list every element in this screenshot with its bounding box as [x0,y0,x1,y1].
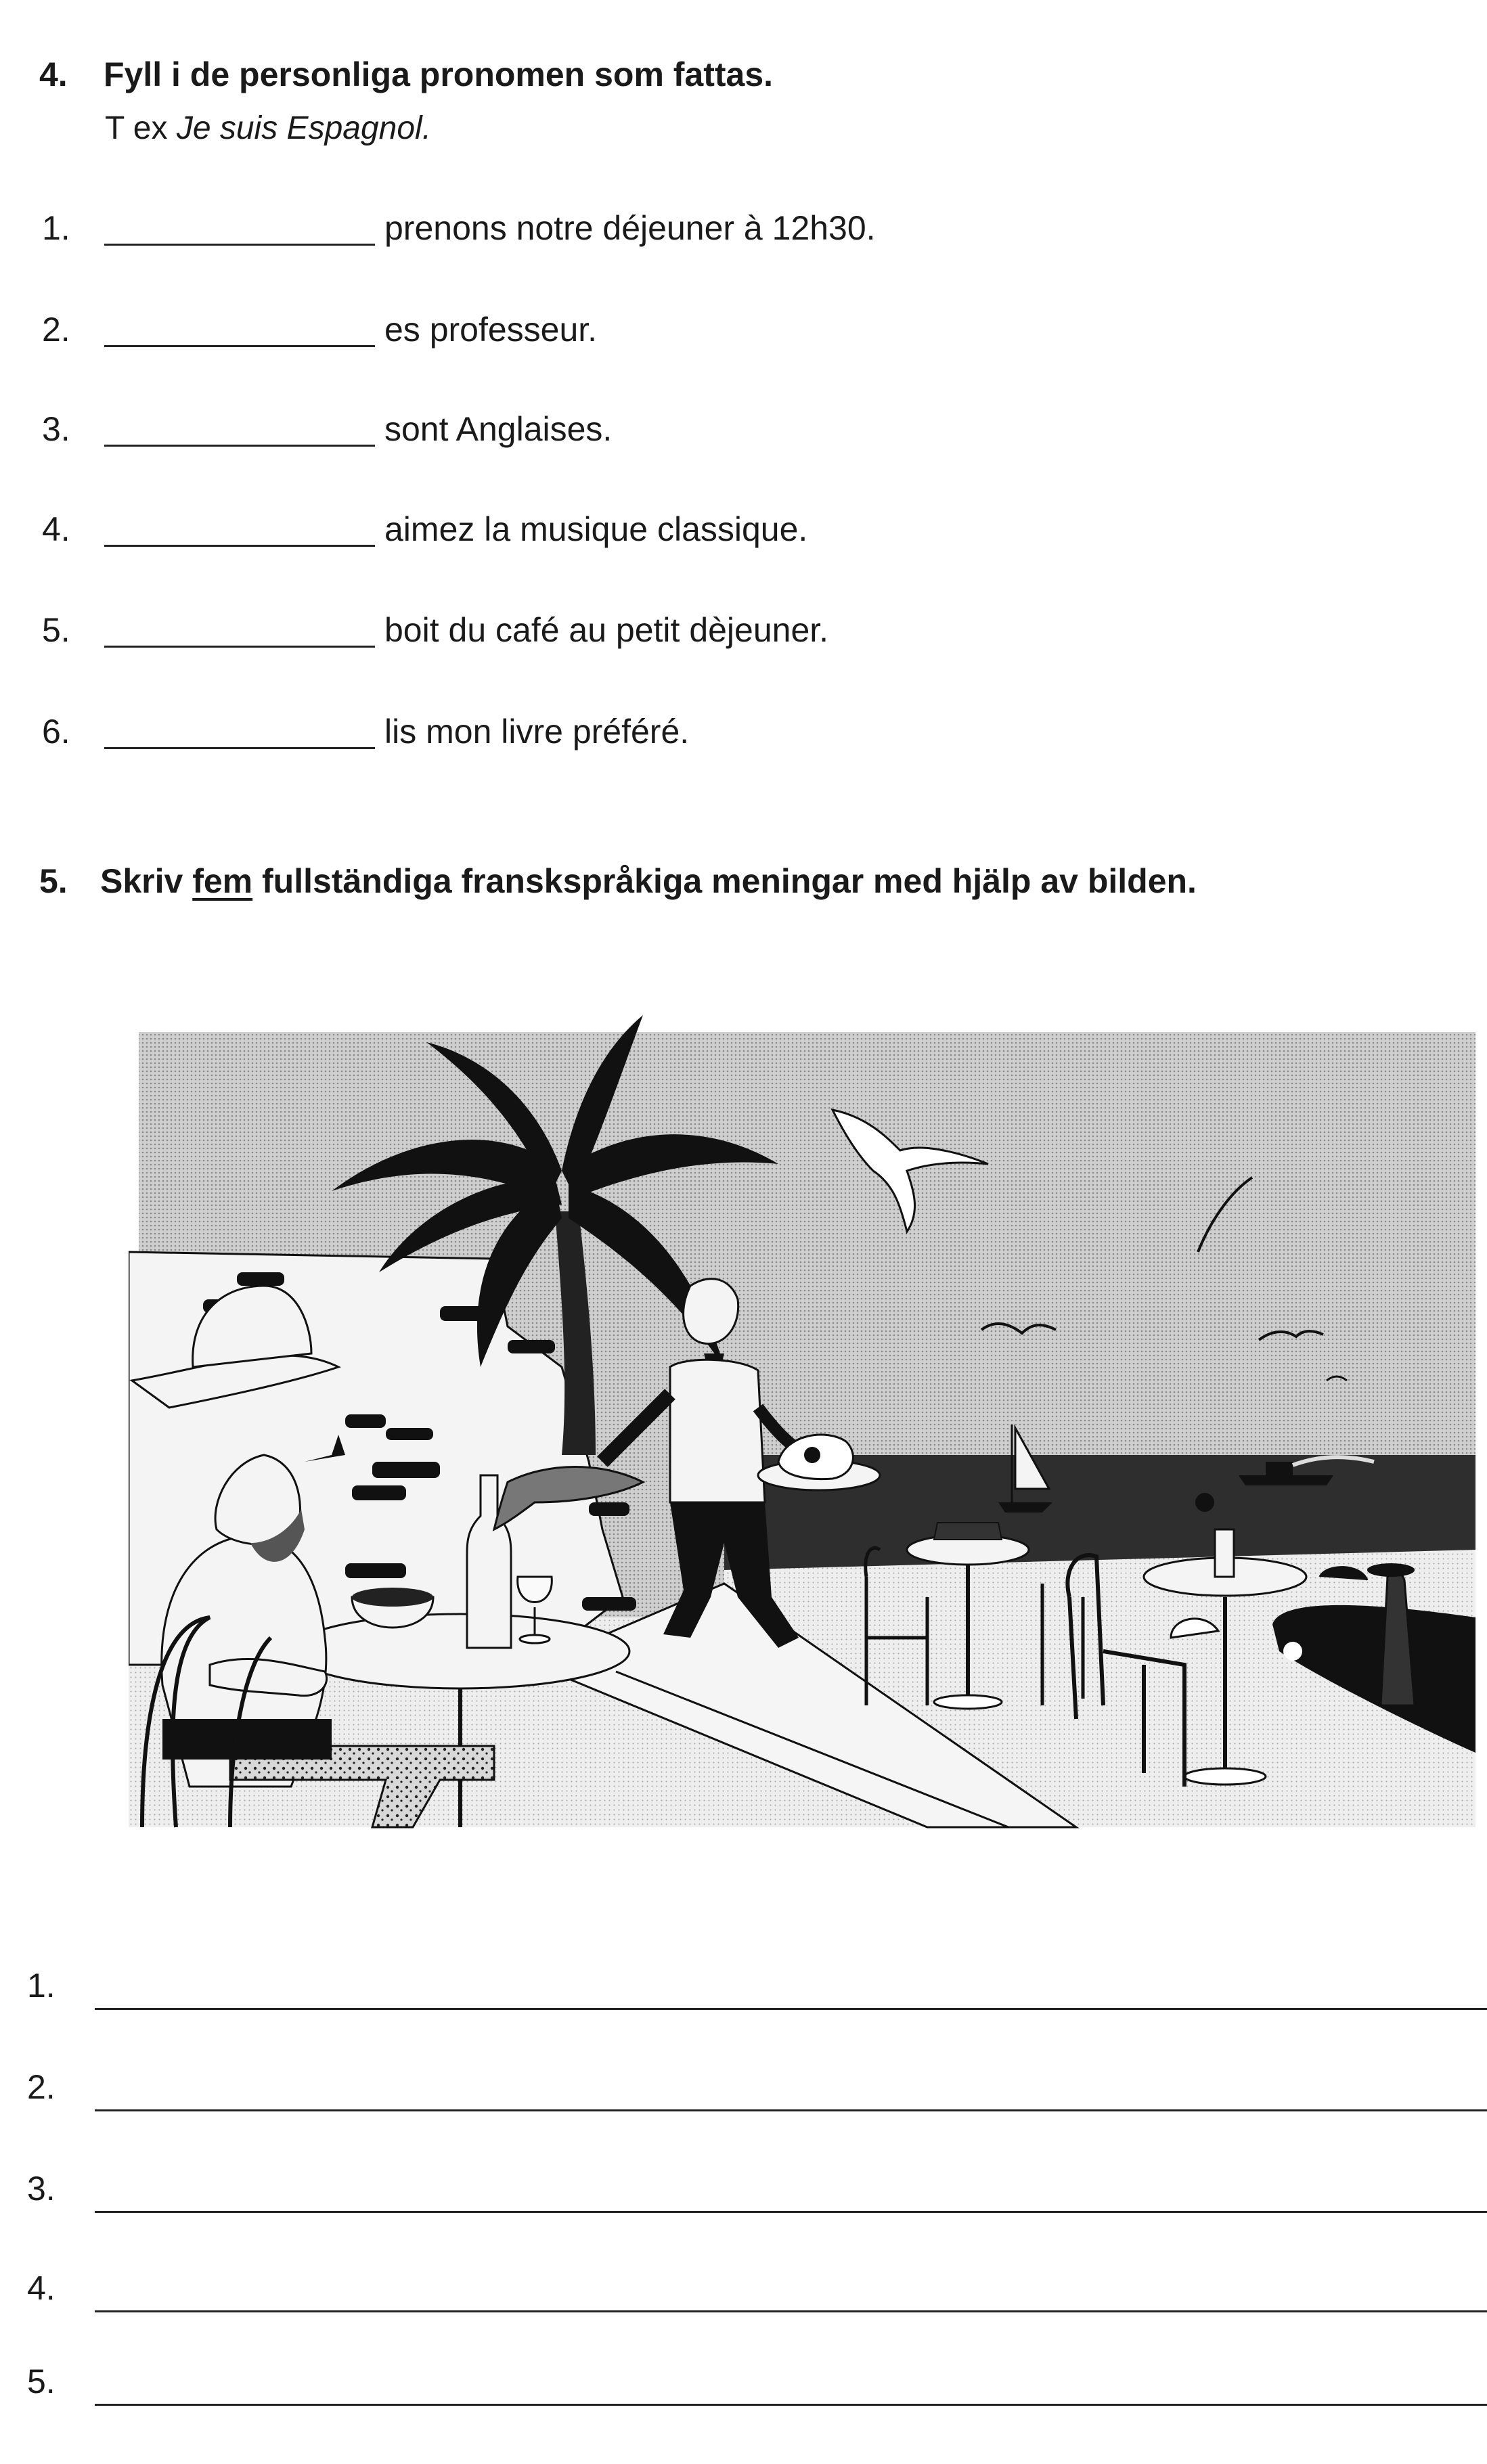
answer-line-1 [27,1966,1487,2013]
answer-writing-line[interactable] [95,2310,1487,2312]
item-text: lis mon livre préféré. [384,713,690,751]
title-emphasis: fem [192,862,253,900]
item-text: es professeur. [384,311,598,349]
item-number: 6. [42,713,70,751]
fill-in-blank[interactable] [104,545,375,547]
title-before: Skriv [100,862,193,900]
item-number: 5. [42,611,70,649]
exercise-4-item-6 [42,712,1057,753]
answer-line-5 [27,2362,1487,2409]
fill-in-blank[interactable] [104,646,375,648]
answer-writing-line[interactable] [95,2211,1487,2213]
fill-in-blank[interactable] [104,345,375,347]
answer-line-2 [27,2067,1487,2115]
exercise-4-item-3 [42,409,1057,450]
item-text: prenons notre déjeuner à 12h30. [384,209,876,247]
exercise-5-heading [39,864,1461,905]
exercise-5-number: 5. [39,862,68,900]
exercise-4-title: Fyll i de personliga pronomen som fattas. [104,55,774,93]
exercise-5-title [100,864,1197,898]
exercise-4-item-1 [42,208,1057,249]
answer-number: 1. [27,1967,56,2004]
example-prefix: T ex [105,110,177,146]
answer-writing-line[interactable] [95,2008,1487,2010]
item-text: sont Anglaises. [384,410,613,448]
fill-in-blank[interactable] [104,244,375,246]
fill-in-blank[interactable] [104,747,375,749]
exercise-4-item-5 [42,610,1057,651]
exercise-4-item-2 [42,310,1057,351]
answer-number: 2. [27,2068,56,2106]
answer-line-3 [27,2169,1487,2216]
exercise-4-number: 4. [39,55,68,93]
item-text: boit du café au petit dèjeuner. [384,611,829,649]
title-after: fullständiga franskspråkiga meningar med hjälp av bilden. [252,862,1197,900]
answer-writing-line[interactable] [95,2404,1487,2406]
answer-number: 4. [27,2269,56,2307]
exercise-4-item-4 [42,510,1057,550]
answer-number: 3. [27,2170,56,2208]
answer-line-4 [27,2268,1487,2316]
fill-in-blank[interactable] [104,445,375,447]
answer-number: 5. [27,2362,56,2400]
example-sentence: Je suis Espagnol. [176,110,432,146]
cafe-terrace-by-the-sea-illustration [129,988,1475,1868]
item-number: 2. [42,311,70,349]
exercise-4-heading [39,55,1461,98]
item-number: 4. [42,510,70,548]
item-number: 3. [42,410,70,448]
item-number: 1. [42,209,70,247]
item-text: aimez la musique classique. [384,510,808,548]
answer-writing-line[interactable] [95,2109,1487,2111]
exercise-4-example [105,110,431,147]
